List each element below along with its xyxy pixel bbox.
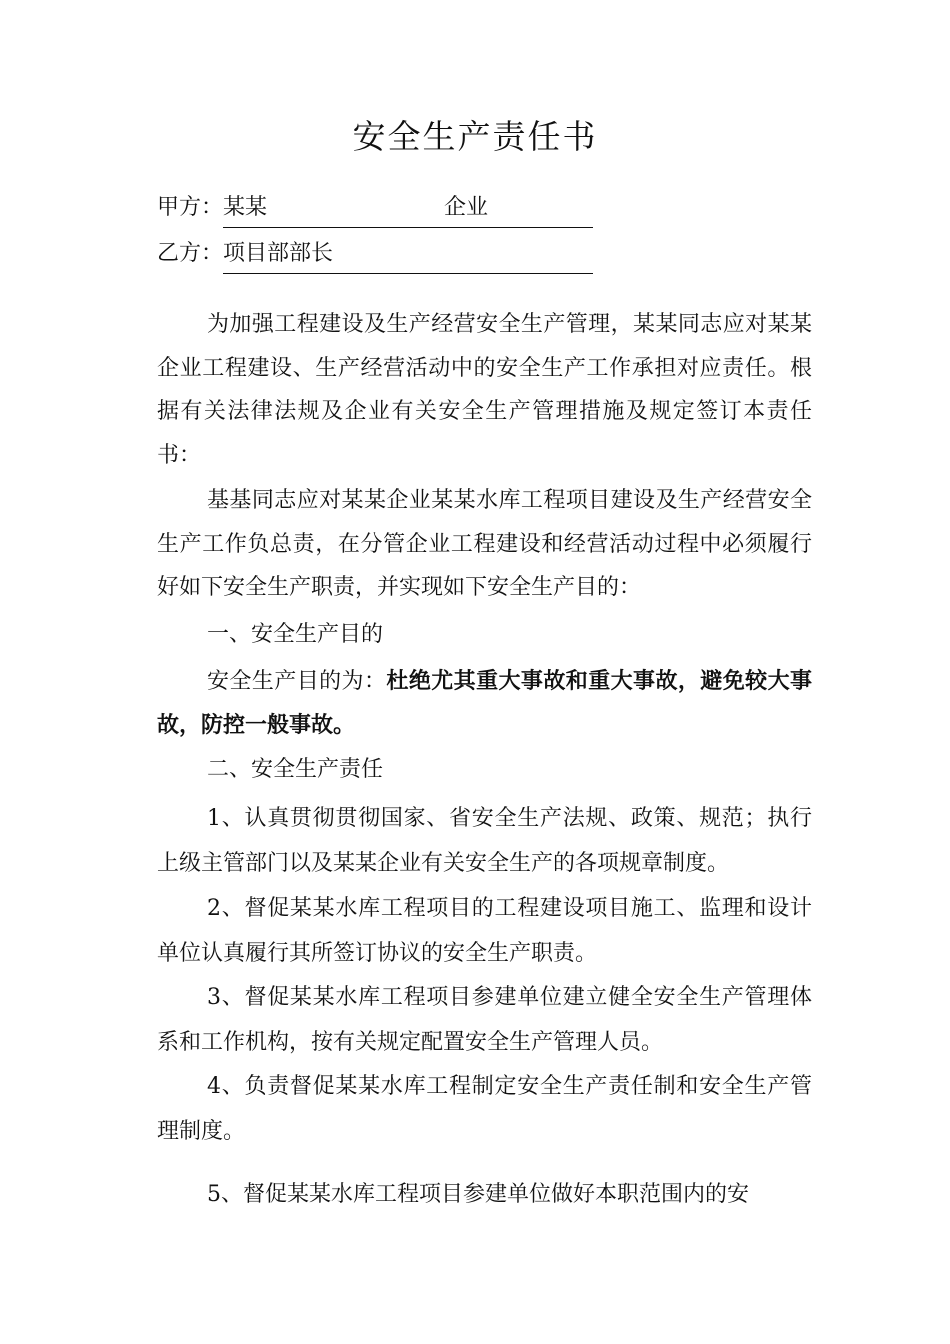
document-title: 安全生产责任书	[352, 117, 598, 156]
party-a-name-part2: 企业	[444, 195, 489, 220]
responsibility-statement: 基基同志应对某某企业某某水库工程项目建设及生产经营安全生产工作负总责，在分管企业工程建设和经营活动过程中必须履行好如下安全生产职责，并实现如下安全生产目的：	[157, 488, 812, 600]
list-item: 1、认真贯彻贯彻国家、省安全生产法规、政策、规范；执行上级主管部门以及某某企业有关安全生产的各项规章制度。	[157, 806, 812, 876]
goal-prefix: 安全生产目的为：	[207, 669, 387, 694]
party-a-line	[157, 188, 593, 228]
party-b-line	[157, 234, 593, 274]
party-b-name: 项目部部长	[223, 241, 334, 266]
list-item: 4、负责督促某某水库工程制定安全生产责任制和安全生产管理制度。	[157, 1074, 812, 1144]
party-b-name-field	[223, 234, 593, 274]
list-item: 5、督促某某水库工程项目参建单位做好本职范围内的安	[207, 1182, 749, 1207]
party-a-name-part1: 某某	[223, 195, 268, 220]
list-item: 2、督促某某水库工程项目的工程建设项目施工、监理和设计单位认真履行其所签订协议的安全生产职责。	[157, 896, 812, 966]
goal-text: 杜绝尤其重大事故和重大事故，避免较大事故，防控一般事故。	[157, 669, 812, 738]
section-heading-responsibility: 二、安全生产责任	[207, 757, 384, 782]
intro-paragraph: 为加强工程建设及生产经营安全生产管理，某某同志应对某某企业工程建设、生产经营活动中的安全生产工作承担对应责任。根据有关法律法规及企业有关安全生产管理措施及规定签订本责任书：	[157, 312, 812, 468]
section-heading-goal: 一、安全生产目的	[207, 622, 384, 647]
party-a-name-field	[223, 188, 593, 228]
party-a-label: 甲方：	[157, 195, 224, 220]
party-b-label: 乙方：	[157, 241, 224, 266]
goal-paragraph	[157, 660, 812, 748]
list-item: 3、督促某某水库工程项目参建单位建立健全安全生产管理体系和工作机构，按有关规定配置安全生产管理人员。	[157, 985, 812, 1055]
